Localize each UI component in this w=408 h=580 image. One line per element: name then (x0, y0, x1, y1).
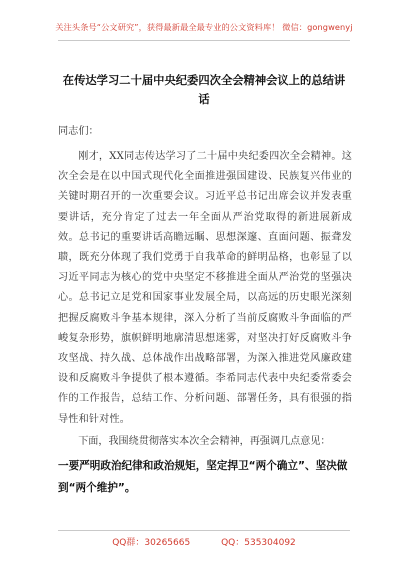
paragraph-2: 下面，我围绕贯彻落实本次全会精神，再强调几点意见： (78, 436, 331, 447)
document-title: 在传达学习二十届中央纪委四次全会精神会议上的总结讲话 (62, 74, 346, 106)
paragraph-1: 刚才，XX同志传达学习了二十届中央纪委四次全会精神。这次全会是在以中国式现代化全面推进强国建设、民族复兴伟业的关键时期召开的一次重要会议。习近平总书记出席会议并发表重要讲话，充分肯定了过去一年全面从严治党取得的新进展新成效。总书记的重要讲话高瞻远瞩、思想深邃、直面问题、振聋发聩，既充分体现了我们党勇于自我革命的鲜明品格，也彰显了以习近平同志为核心的党中央坚定不移推进全面从严治党的坚强决心。总书记立足党和国家事业发展全局，以高远的历史眼光深刻把握反腐败斗争基本规律，深入分析了当前反腐败斗争面临的严峻复杂形势，旗帜鲜明地廓清思想迷雾，对坚决打好反腐败斗争攻坚战、持久战、总体战作出战略部署，为深入推进党风廉政建设和反腐败斗争提供了根本遵循。李希同志代表中央纪委常委会作的工作报告，总结工作、分析问题、部署任务，具有很强的指导性和针对性。 (58, 151, 352, 425)
footer-qq: QQ：535304092 (221, 538, 296, 548)
paragraph-3-heading: 一要严明政治纪律和政治规矩，坚定捍卫“两个确立”、坚决做到“两个维护”。 (58, 460, 348, 494)
footer-qq-group: QQ群：30265665 (112, 538, 191, 548)
footer (0, 535, 408, 548)
footer-divider (58, 530, 350, 531)
header-banner: 关注头条号“公文研究”，获得最新最全最专业的公文资料库！ 微信：gongwenyj (55, 22, 353, 32)
salutation: 同志们： (58, 126, 99, 137)
header-divider (58, 40, 350, 41)
